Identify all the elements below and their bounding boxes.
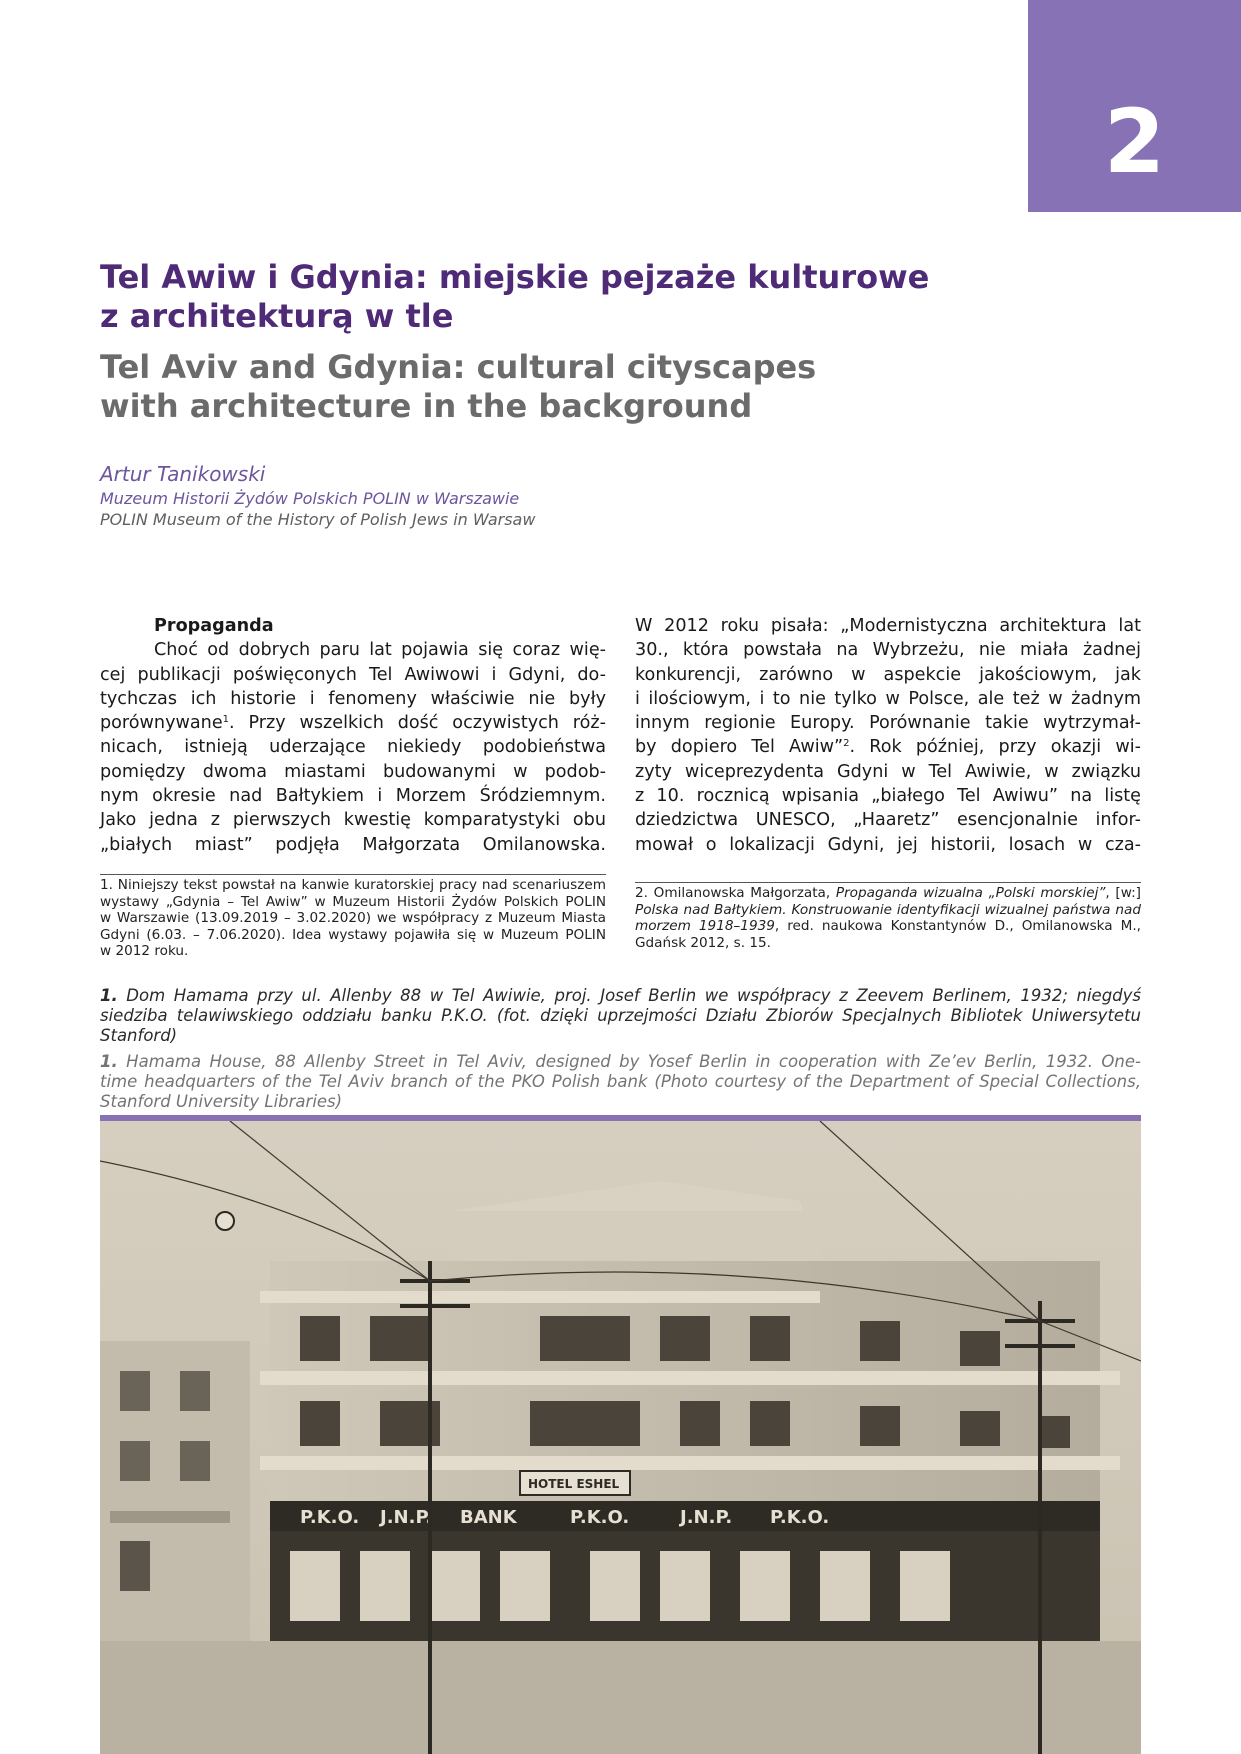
footnote-line: wystawy „Gdynia – Tel Awiw” w Muzeum Historii Żydów Polskich POLIN [100,893,606,910]
sign-jnp-2: J.N.P. [680,1507,733,1528]
footnote-rule-right [635,882,1141,883]
body-line: Choć od dobrych paru lat pojawia się coraz wię- [154,640,606,661]
body-line: z 10. rocznicą wpisania „białego Tel Awiwu” na listę [635,786,1141,807]
sign-jnp: J.N.P. [380,1507,433,1528]
caption-line: siedziba telawiwskiego oddziału banku P.K.O. (fot. dzięki uprzejmości Działu Zbiorów Specjalnych Bibliotek Uniwersytetu [100,1006,1141,1025]
footnote-line: Gdańsk 2012, s. 15. [635,934,771,951]
footnote-text: 2. Omilanowska Małgorzata, [635,885,836,901]
body-column-right [635,614,1141,857]
body-line: nym okresie nad Bałtykiem i Morzem Śródziemnym. [100,786,606,807]
chapter-tab [1028,0,1241,212]
footnote-title: Polska nad Bałtykiem. Konstruowanie identyfikacji wizualnej państwa nad [635,901,1141,918]
footnote-line: Gdyni (6.03. – 7.06.2020). Idea wystawy pojawiła się w Muzeum POLIN [100,926,606,943]
street [100,1641,1141,1754]
sign-pko-3: P.K.O. [770,1507,830,1528]
body-line: 30., która powstała na Wybrzeżu, nie miała żadnej [635,640,1141,661]
figure-caption-english [100,1052,1141,1112]
body-line: zyty wiceprezydenta Gdyni w Tel Awiwie, w związku [635,761,1141,782]
shopfront [270,1531,1100,1641]
author-affiliation-english: POLIN Museum of the History of Polish Jews in Warsaw [100,510,536,529]
body-line: nicach, istnieją uderzające niekiedy podobieństwa [100,737,606,758]
left-building [100,1341,250,1681]
footnote-ref: 2 [843,738,850,750]
body-line [635,735,1141,759]
title-polish-line-1: Tel Awiw i Gdynia: miejskie pejzaże kulturowe [100,258,930,296]
body-line: W 2012 roku pisała: „Modernistyczna architektura lat [635,616,1141,636]
title-english [100,348,1000,426]
body-text: . Rok później, przy okazji wi- [849,737,1141,758]
footnote-line [635,885,1141,902]
body-line: tychczas ich historie i fenomeny właściwie nie były [100,688,606,709]
author-name: Artur Tanikowski [100,462,266,486]
footnote-text: , red. naukowa Konstantynów D., Omilanowska M., [774,918,1142,934]
body-line: cej publikacji poświęconych Tel Awiwowi i Gdyni, do- [100,664,606,685]
body-column-left [100,614,606,857]
historic-photo-hamama-house [100,1121,1141,1754]
sign-pko: P.K.O. [300,1507,360,1528]
section-heading: Propaganda [154,616,274,636]
title-english-line-2: with architecture in the background [100,387,753,425]
figure-number: 1. [100,986,118,1005]
author-affiliation-polish: Muzeum Historii Żydów Polskich POLIN w Warszawie [100,489,520,508]
sign-pko-2: P.K.O. [570,1507,630,1528]
caption-line: Stanford University Libraries) [100,1092,343,1111]
footnote-title: Propaganda wizualna „Polski morskiej” [835,885,1106,901]
caption-text: Dom Hamama przy ul. Allenby 88 w Tel Awiwie, proj. Josef Berlin we współpracy z Zeevem Berlinem, 1932; niegdyś [117,986,1141,1005]
footnote-line: 1. Niniejszy tekst powstał na kanwie kuratorskiej pracy nad scenariuszem [100,877,606,893]
sign-bank: BANK [460,1507,517,1528]
sign-hotel-eshel: HOTEL ESHEL [528,1477,620,1491]
title-english-line-1: Tel Aviv and Gdynia: cultural cityscapes [100,348,817,386]
footnote-line [635,902,1141,919]
body-line: i ilościowym, i to nie tylko w Polsce, ale też w żadnym [635,688,1141,709]
body-text: . Przy wszelkich dość oczywistych róż- [229,713,606,734]
body-text: by dopiero Tel Awiw” [635,737,844,758]
body-line: pomiędzy dwoma miastami budowanymi w podob- [100,761,606,782]
caption-text: Hamama House, 88 Allenby Street in Tel Aviv, designed by Yosef Berlin in cooperation with Ze’ev Berlin, 1932. One- [117,1052,1141,1071]
footnote-line [635,918,1141,935]
street-lamp [216,1212,234,1230]
body-line: innym regionie Europy. Porównanie takie wytrzymał- [635,713,1141,734]
caption-line [100,986,1141,1006]
caption-line [100,1052,1141,1072]
footnote-text: , [w:] [1105,885,1141,901]
footnote-rule-left [100,874,606,875]
chapter-number: 2 [1103,90,1166,193]
footnote-1 [100,877,606,960]
title-polish [100,258,1000,336]
caption-line: Stanford) [100,1026,178,1045]
footnote-ref: 1 [222,714,230,726]
footnote-line: w Warszawie (13.09.2019 – 3.02.2020) we współpracy z Muzeum Miasta [100,910,606,926]
body-line: dziedzictwa UNESCO, „Haaretz” esencjonalnie infor- [635,810,1141,831]
body-line: mował o lokalizacji Gdyni, jej historii, losach w cza- [635,834,1141,855]
footnote-2 [635,885,1141,951]
body-text: porównywane [100,713,223,734]
photo-illustration [100,1121,1141,1754]
footnote-title: morzem 1918–1939 [635,918,775,934]
body-line: „białych miast” podjęła Małgorzata Omilanowska. [100,834,606,855]
body-line [100,711,606,735]
figure-caption-polish [100,986,1141,1046]
body-line: konkurencji, zarówno w aspekcie jakościowym, jak [635,664,1141,685]
body-line: Jako jedna z pierwszych kwestię komparatystyki obu [100,810,606,831]
title-polish-line-2: z architekturą w tle [100,297,454,335]
caption-line: time headquarters of the Tel Aviv branch of the PKO Polish bank (Photo courtesy of the Department of Special Collections, [100,1072,1141,1091]
figure-number: 1. [100,1052,118,1071]
footnote-line: w 2012 roku. [100,943,189,959]
